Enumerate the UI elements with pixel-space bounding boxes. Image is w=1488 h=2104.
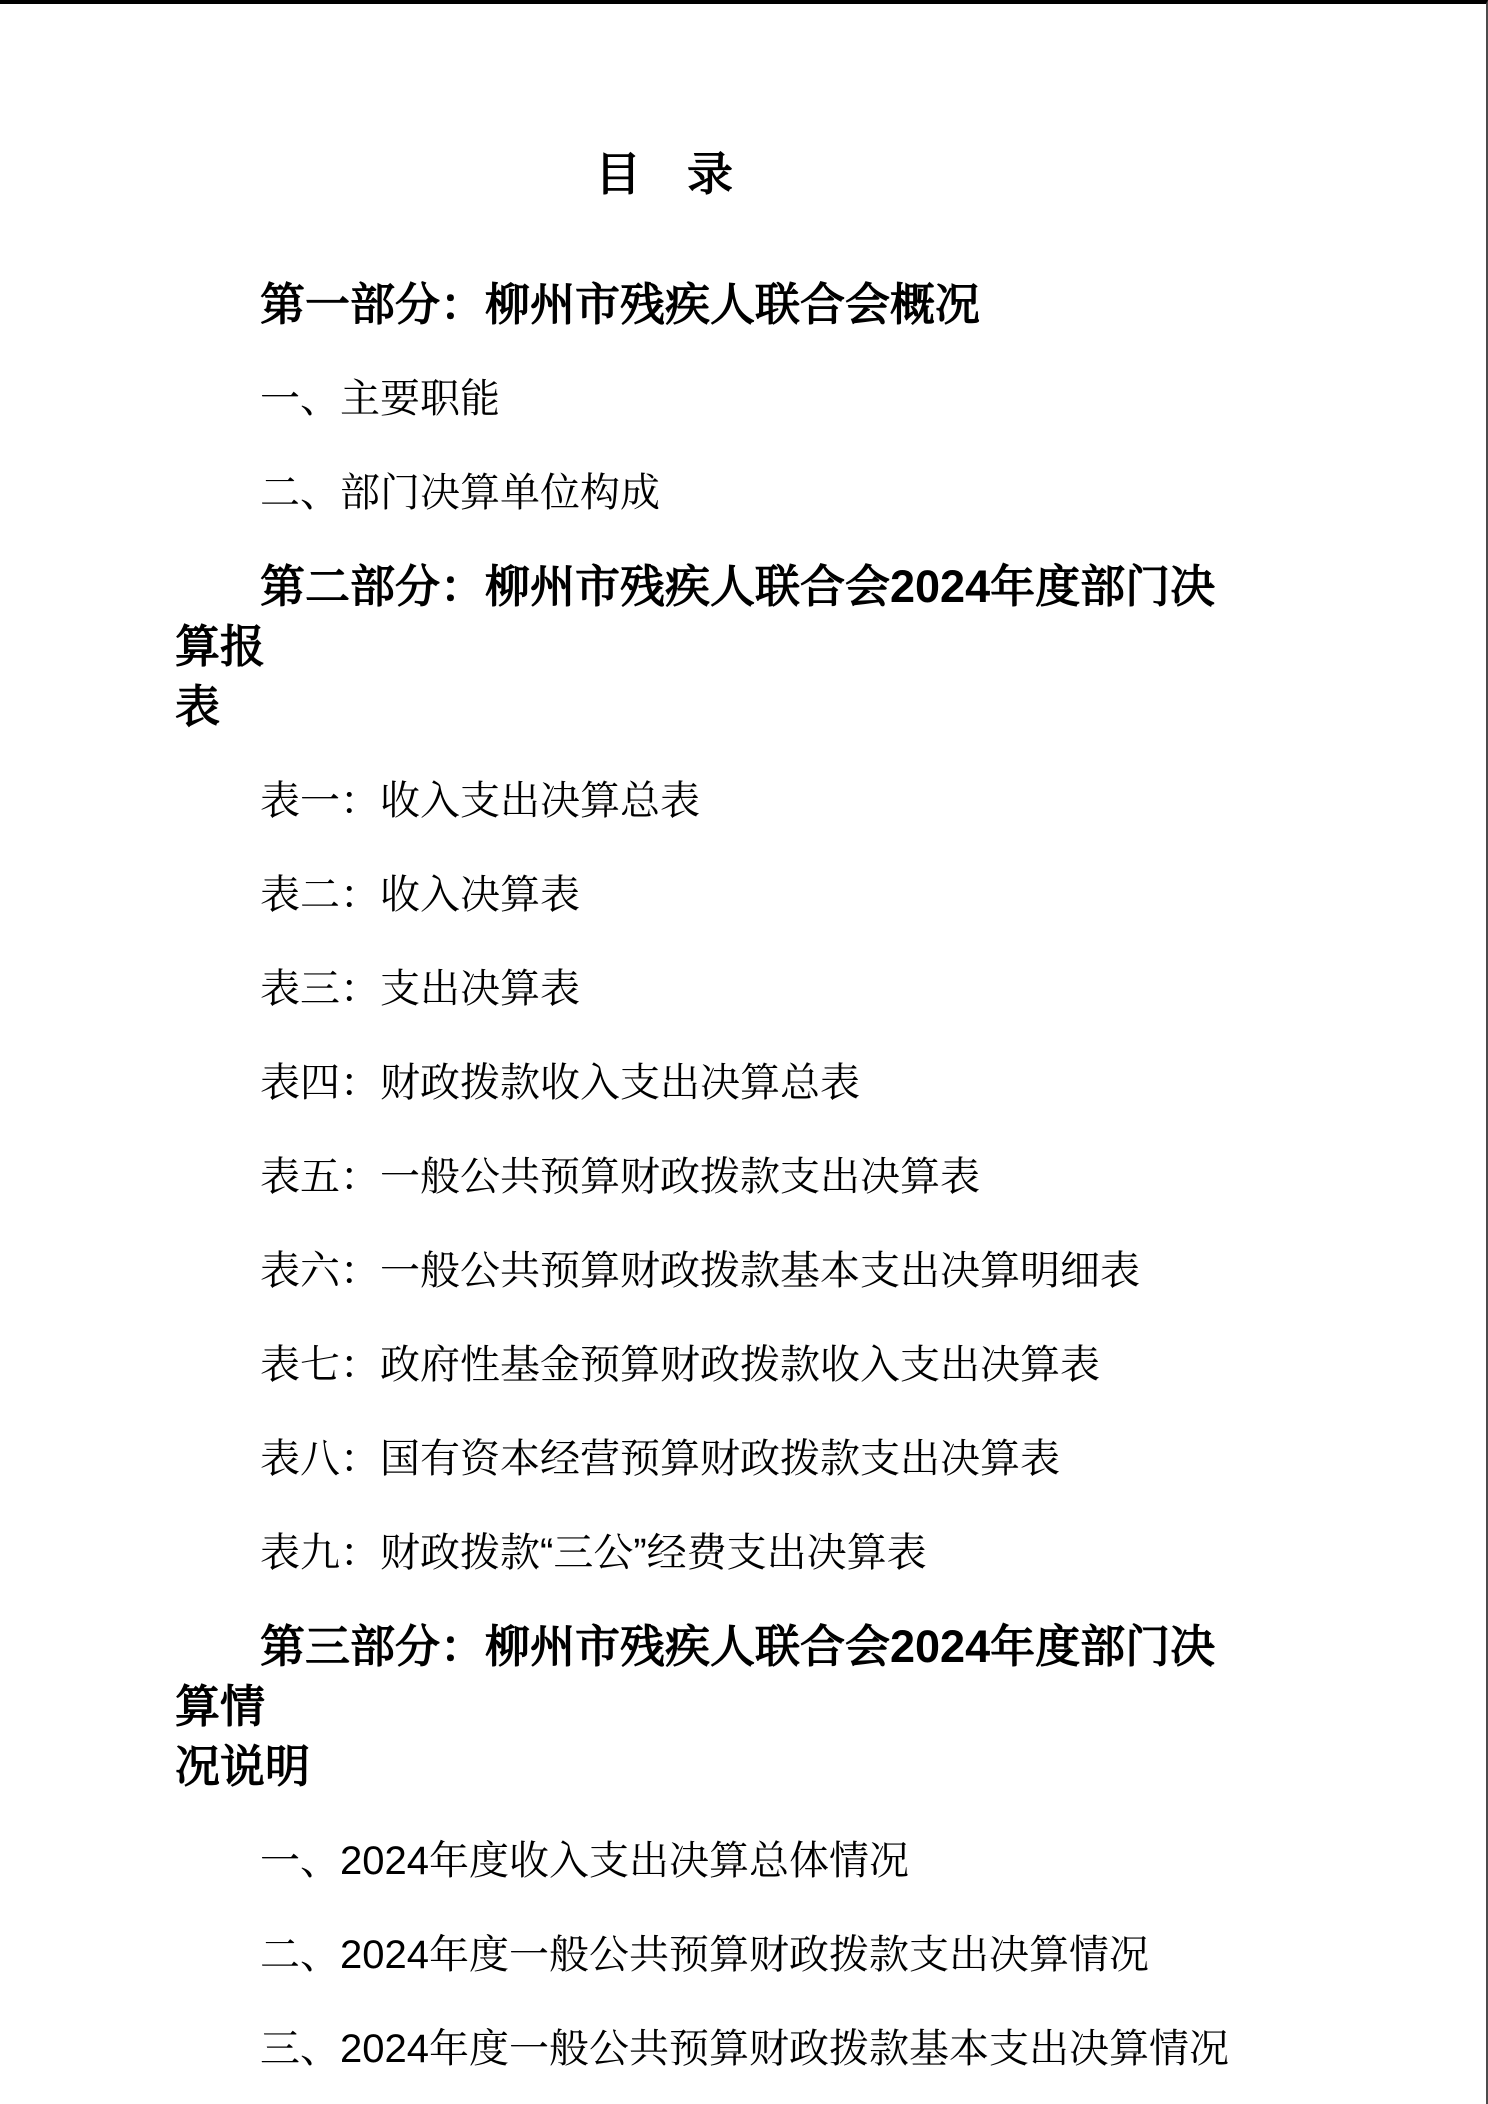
item-table-4 <box>175 1053 1233 1113</box>
heading-part3 <box>175 1617 1233 1797</box>
text-line: 第三部分：柳州市残疾人联合会2024年度部门决算情 <box>175 1621 1216 1732</box>
text-line: 表三：支出决算表 <box>260 967 580 1011</box>
text-line: 表二：收入决算表 <box>260 873 580 917</box>
text-line: 表 <box>175 681 221 732</box>
page-title: 目 录 <box>595 149 733 200</box>
text-line: 表七：政府性基金预算财政拨款收入支出决算表 <box>260 1343 1100 1387</box>
item-table-8 <box>175 1429 1233 1489</box>
item-table-2 <box>175 865 1233 925</box>
text-line: 第一部分：柳州市残疾人联合会概况 <box>260 279 981 330</box>
text-line: 表六：一般公共预算财政拨款基本支出决算明细表 <box>260 1249 1140 1293</box>
item-note-2 <box>175 1925 1233 1985</box>
text-line: 一、主要职能 <box>260 377 500 421</box>
text-line: 第二部分：柳州市残疾人联合会2024年度部门决算报 <box>175 561 1216 672</box>
item-table-5 <box>175 1147 1233 1207</box>
item-main-duties <box>175 369 1233 429</box>
heading-part1 <box>175 275 1233 335</box>
item-table-3 <box>175 959 1233 1019</box>
item-unit-composition <box>175 463 1233 523</box>
item-table-1 <box>175 771 1233 831</box>
text-line: 表一：收入支出决算总表 <box>260 779 700 823</box>
text-line: 二、部门决算单位构成 <box>260 471 660 515</box>
text-line: 表九：财政拨款“三公”经费支出决算表 <box>260 1531 927 1575</box>
text-line: 况说明 <box>175 1741 311 1792</box>
text-line: 表五：一般公共预算财政拨款支出决算表 <box>260 1155 980 1199</box>
item-table-6 <box>175 1241 1233 1301</box>
item-note-1 <box>175 1831 1233 1891</box>
item-table-9 <box>175 1523 1233 1583</box>
text-line: 表八：国有资本经营预算财政拨款支出决算表 <box>260 1437 1060 1481</box>
text-line: 一、2024年度收入支出决算总体情况 <box>260 1839 909 1883</box>
item-table-7 <box>175 1335 1233 1395</box>
heading-part2 <box>175 557 1233 737</box>
text-line: 表四：财政拨款收入支出决算总表 <box>260 1061 860 1105</box>
text-line: 二、2024年度一般公共预算财政拨款支出决算情况 <box>260 1933 1149 1977</box>
item-note-3 <box>175 2019 1233 2079</box>
toc-content <box>0 4 1486 2079</box>
text-line: 三、2024年度一般公共预算财政拨款基本支出决算情况 <box>260 2027 1229 2071</box>
